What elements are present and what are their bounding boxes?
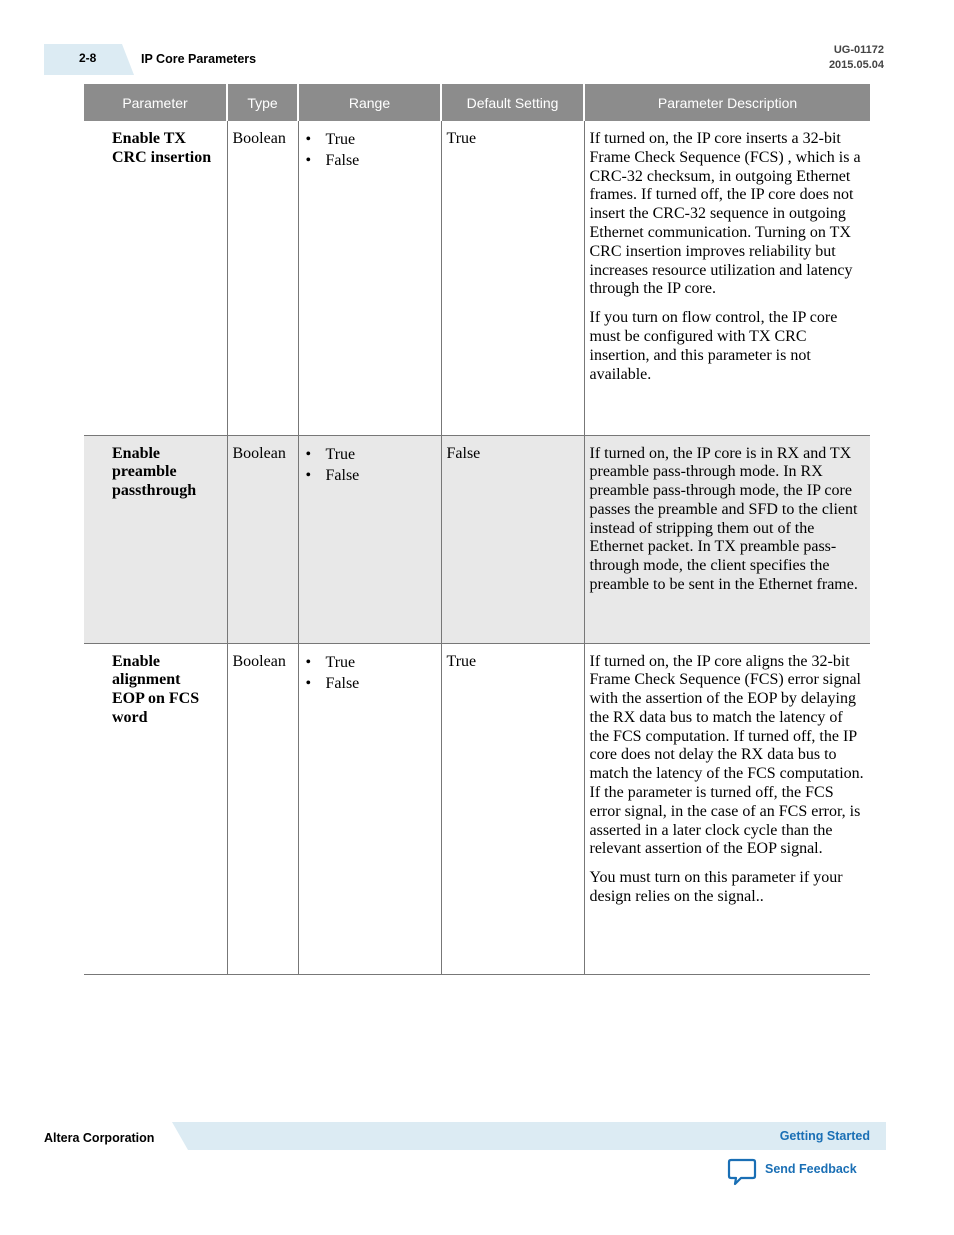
- doc-id: UG-01172: [833, 44, 884, 56]
- column-header-default: Default Setting: [441, 84, 584, 121]
- table-row: [84, 121, 870, 435]
- range-option: • False: [326, 673, 436, 694]
- parameters-table: [84, 84, 870, 975]
- speech-bubble-icon: [727, 1158, 757, 1186]
- column-header-parameter: Parameter: [84, 84, 227, 121]
- send-feedback-link[interactable]: [727, 1158, 857, 1188]
- range-option: • True: [326, 444, 436, 465]
- range-option: • False: [326, 465, 436, 486]
- column-header-range: Range: [298, 84, 441, 121]
- parameter-description: [584, 643, 870, 974]
- doc-date: 2015.05.04: [828, 59, 884, 71]
- doc-info: [829, 43, 884, 73]
- description-paragraph: If turned on, the IP core inserts a 32-bit Frame Check Sequence (FCS) , which is a CRC-32 checksum, in outgoing Ethernet frames. If turned off, the IP core does not insert the CRC-32 sequence in outgoing Ethernet communication. Turning on TX CRC insertion improves reliability but increases resource utilization and latency through the IP core.: [589, 130, 861, 298]
- description-paragraph: You must turn on this parameter if your design relies on the signal..: [589, 869, 843, 906]
- column-header-description: Parameter Description: [584, 84, 870, 121]
- description-paragraph: If turned on, the IP core aligns the 32-bit Frame Check Sequence (FCS) error signal with the assertion of the EOP by delaying the RX data bus to match the latency of the FCS computation. If turned off, the IP core does not delay the RX data bus to match the latency of the FCS computation. If the parameter is turned off, the FCS error signal, in the case of an FCS error, is asserted in a later clock cycle than the relevant assertion of the EOP signal.: [589, 652, 864, 858]
- parameter-default: False: [441, 435, 584, 643]
- description-paragraph: If turned on, the IP core is in RX and TX preamble pass-through mode. In RX preamble pass-through mode, the IP core passes the preamble and SFD to the client instead of stripping them out of the Ethernet packet. In TX preamble pass-through mode, the client specifies the preamble to be sent in the Ethernet frame.: [589, 444, 858, 594]
- page-number: 2-8: [79, 51, 97, 65]
- parameter-type: Boolean: [227, 121, 298, 435]
- parameter-type: Boolean: [227, 643, 298, 974]
- parameter-description: [584, 121, 870, 435]
- parameter-default: True: [441, 121, 584, 435]
- range-option: • False: [326, 150, 436, 171]
- table-header-row: [84, 84, 870, 121]
- send-feedback-label: Send Feedback: [765, 1162, 857, 1176]
- table-row: [84, 643, 870, 974]
- parameter-default: True: [441, 643, 584, 974]
- parameter-name: Enable TX CRC insertion: [84, 121, 227, 435]
- parameter-type: Boolean: [227, 435, 298, 643]
- description-paragraph: If you turn on flow control, the IP core must be configured with TX CRC insertion, and this parameter is not available.: [589, 309, 838, 383]
- parameter-range: [298, 643, 441, 974]
- range-option: • True: [326, 129, 436, 150]
- column-header-type: Type: [227, 84, 298, 121]
- parameter-range: [298, 121, 441, 435]
- parameter-name: Enable preamble passthrough: [84, 435, 227, 643]
- range-option: • True: [326, 652, 436, 673]
- section-title: IP Core Parameters: [141, 52, 257, 66]
- table-row: [84, 435, 870, 643]
- parameter-range: [298, 435, 441, 643]
- parameter-name: Enable alignment EOP on FCS word: [84, 643, 227, 974]
- parameter-description: [584, 435, 870, 643]
- footer-section-link[interactable]: Getting Started: [779, 1129, 870, 1143]
- company-name: Altera Corporation: [44, 1131, 155, 1145]
